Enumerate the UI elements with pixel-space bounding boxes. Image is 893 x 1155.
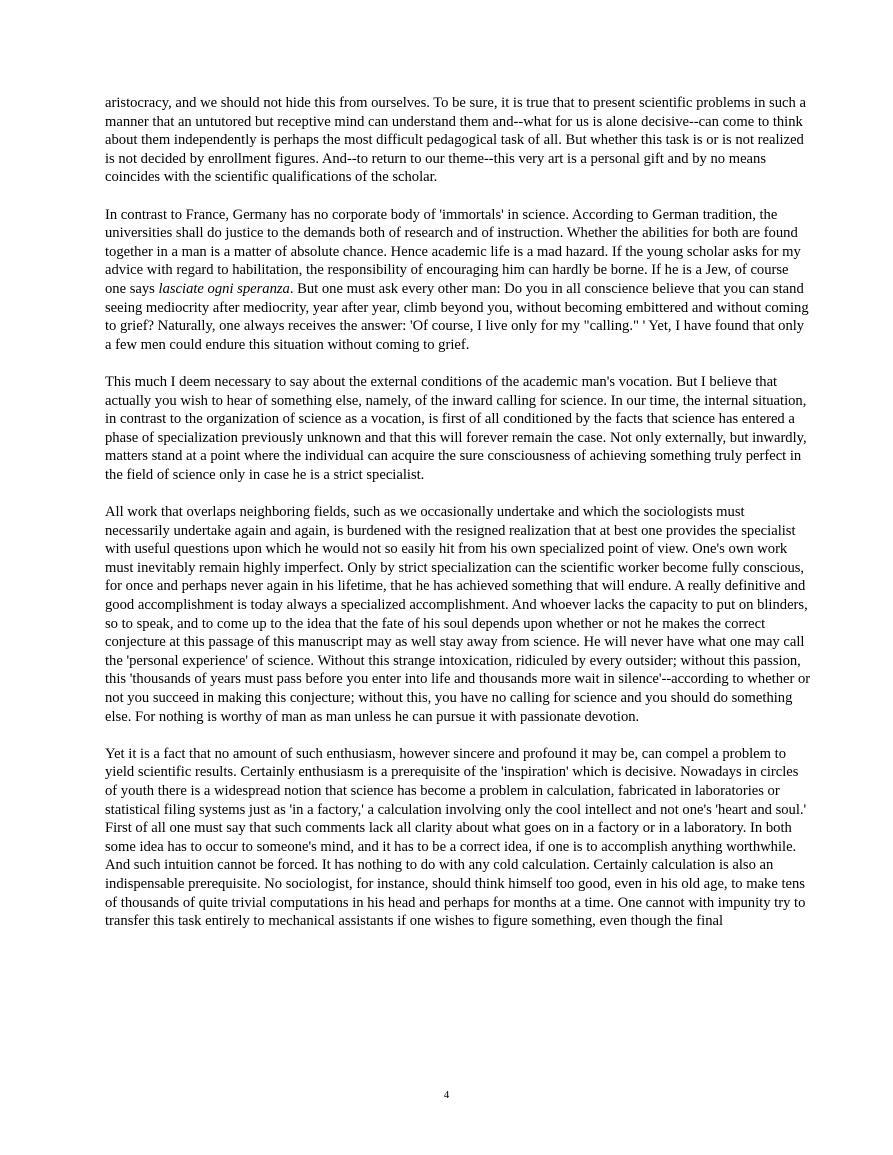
paragraph-5-text: Yet it is a fact that no amount of such enthusiasm, however sincere and profound it may be, can compel a problem to yield scientific results. Certainly enthusiasm is a prerequisite of the 'inspiration' which is decisive. Nowadays in circles of youth there is a widespread notion that science has become a problem in calculation, fabricated in laboratories or statistical filing systems just as 'in a factory,' a calculation involving only the cool intellect and not one's 'heart and soul.' First of all one must say that such comments lack all clarity about what goes on in a factory or in a laboratory. In both some idea has to occur to someone's mind, and it has to be a correct idea, if one is to accomplish anything worthwhile. And such intuition cannot be forced. It has nothing to do with any cold calculation. Certainly calculation is also an indispensable prerequisite. No sociologist, for instance, should think himself too good, even in his old age, to make tens of thousands of quite trivial computations in his head and perhaps for months at a time. One cannot with impunity try to transfer this task entirely to mechanical assistants if one wishes to figure something, even though the final — [105, 745, 807, 930]
paragraph-2 — [105, 206, 813, 355]
document-body — [105, 94, 813, 949]
paragraph-4-text: All work that overlaps neighboring fields, such as we occasionally undertake and which the sociologists must necessarily undertake again and again, is burdened with the resigned realization that at best one provides the specialist with useful questions upon which he would not so easily hit from his own specialized point of view. One's own work must inevitably remain highly imperfect. Only by strict specialization can the scientific worker become fully conscious, for once and perhaps never again in his lifetime, that he has achieved something that will endure. A really definitive and good accomplishment is today always a specialized accomplishment. And whoever lacks the capacity to put on blinders, so to speak, and to come up to the idea that the fate of his soul depends upon whether or not he makes the correct conjecture at this passage of this manuscript may as well stay away from science. He will never have what one may call the 'personal experience' of science. Without this strange intoxication, ridiculed by every outsider; without this passion, this 'thousands of years must pass before you enter into life and thousands more wait in silence'--according to whether or not you succeed in making this conjecture; without this, you have no calling for science and you should do something else. For nothing is worthy of man as man unless he can pursue it with passionate devotion. — [105, 504, 811, 725]
italic-phrase: lasciate ogni speranza — [158, 280, 290, 297]
paragraph-4 — [105, 503, 813, 726]
paragraph-2-text-a: In contrast to France, Germany has no corporate body of 'immortals' in science. According to German tradition, the universities shall do justice to the demands both of research and of instruction. Whether the abilities for both are found together in a man is a matter of absolute chance. Hence academic life is a mad hazard. If the young scholar asks for my advice with regard to habilitation, the responsibility of encouraging him can hardly be borne. If he is a Jew, of course one says — [105, 206, 801, 297]
paragraph-3-text: This much I deem necessary to say about the external conditions of the academic man's vocation. But I believe that actually you wish to hear of something else, namely, of the inward calling for science. In our time, the internal situation, in contrast to the organization of science as a vocation, is first of all conditioned by the facts that science has entered a phase of specialization previously unknown and that this will forever remain the case. Not only externally, but inwardly, matters stand at a point where the individual can acquire the sure consciousness of achieving something truly perfect in the field of science only in case he is a strict specialist. — [105, 373, 807, 483]
page-number: 4 — [443, 1089, 450, 1101]
paragraph-1-text: aristocracy, and we should not hide this from ourselves. To be sure, it is true that to present scientific problems in such a manner that an untutored but receptive mind can understand them and--what for us is alone decisive--can come to think about them independently is perhaps the most difficult pedagogical task of all. But whether this task is or is not realized is not decided by enrollment figures. And--to return to our theme--this very art is a personal gift and by no means coincides with the scientific qualifications of the scholar. — [105, 95, 806, 186]
paragraph-2-text-b: . But one must ask every other man: Do you in all conscience believe that you can stand seeing mediocrity after mediocrity, year after year, climb beyond you, without becoming embittered and without coming to grief? Naturally, one always receives the answer: 'Of course, I live only for my "calling." ' Yet, I have found that only a few men could endure this situation without coming to grief. — [105, 280, 809, 353]
paragraph-1 — [105, 94, 813, 187]
paragraph-3 — [105, 373, 813, 485]
paragraph-5 — [105, 745, 813, 931]
